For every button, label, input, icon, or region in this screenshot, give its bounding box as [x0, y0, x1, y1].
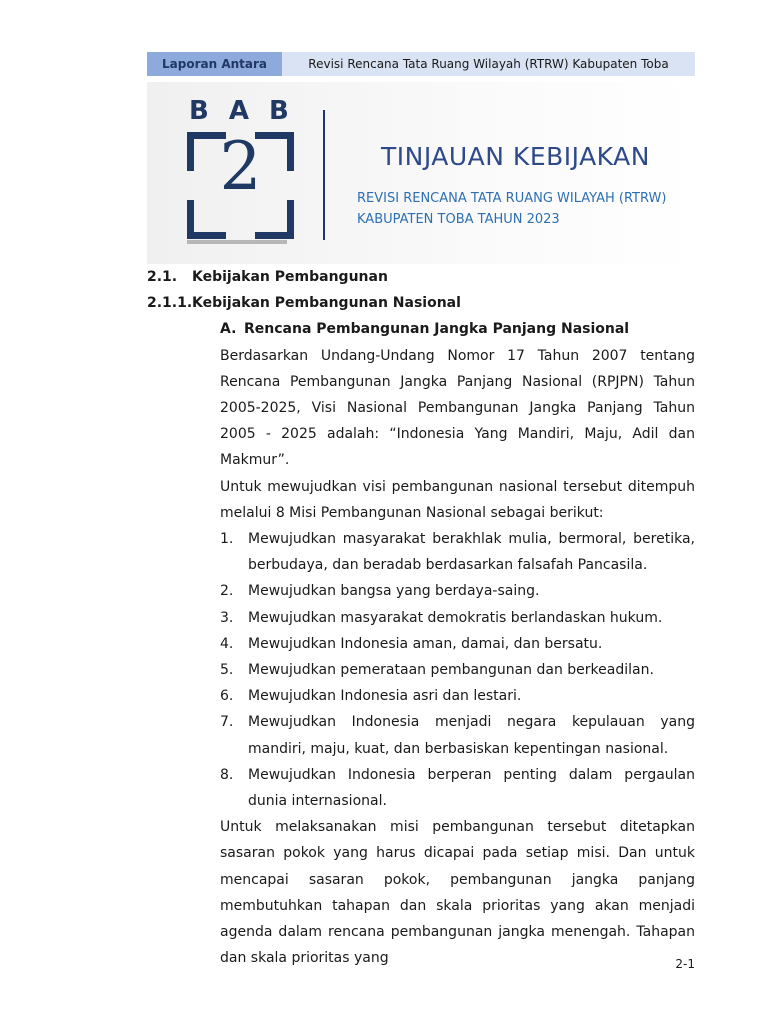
list-item: 5. Mewujudkan pemerataan pembangunan dan berkeadilan. — [220, 662, 654, 679]
subsection-heading-a — [147, 316, 695, 342]
paragraph-visi: Berdasarkan Undang-Undang Nomor 17 Tahun 2007 tentang Rencana Pembangunan Jangka Panjang Nasional (RPJPN) Tahun 2005-2025, Visi Nasional Pembangunan Jangka Panjang Tahun 2005 - 2025 adalah: “Indonesia Yang Mandiri, Maju, Adil dan Makmur”. — [220, 347, 695, 469]
paragraph-misi-intro: Untuk mewujudkan visi pembangunan nasional tersebut ditempuh melalui 8 Misi Pembangunan Nasional sebagai berikut: — [220, 478, 695, 521]
subsection-letter: A. — [220, 321, 237, 338]
subtitle-line-2: KABUPATEN TOBA TAHUN 2023 — [357, 212, 560, 227]
section-title: Kebijakan Pembangunan Nasional — [192, 295, 461, 312]
subsection-title: Rencana Pembangunan Jangka Panjang Nasional — [244, 321, 630, 338]
subtitle-line-1: REVISI RENCANA TATA RUANG WILAYAH (RTRW) — [357, 191, 667, 206]
list-item: 3. Mewujudkan masyarakat demokratis berlandaskan hukum. — [220, 609, 663, 626]
section-number: 2.1. — [147, 269, 178, 285]
list-item: 8. Mewujudkan Indonesia berperan penting dalam pergaulan dunia internasional. — [220, 766, 695, 810]
list-item: 6. Mewujudkan Indonesia asri dan lestari. — [220, 688, 522, 705]
section-title: Kebijakan Pembangunan — [192, 269, 388, 285]
chapter-label: BAB — [189, 96, 309, 126]
paragraph-sasaran: Untuk melaksanakan misi pembangunan tersebut ditetapkan sasaran pokok yang harus dicapai pada setiap misi. Dan untuk mencapai sasaran pokok, pembangunan jangka panjang membutuhkan tahapan dan skala prioritas yang akan menjadi agenda dalam rencana pembangunan jangka menengah. Tahapan dan skala prioritas yang — [220, 819, 695, 967]
banner-divider — [323, 110, 325, 240]
chapter-title: TINJAUAN KEBIJAKAN — [381, 142, 650, 171]
list-item: 1. Mewujudkan masyarakat berakhlak mulia, bermoral, beretika, berbudaya, dan beradab berdasarkan falsafah Pancasila. — [220, 531, 695, 574]
bracket-shadow — [187, 240, 287, 244]
page-number: 2-1 — [675, 957, 695, 971]
document-body — [147, 264, 695, 971]
chapter-subtitle — [357, 188, 666, 230]
chapter-banner — [147, 82, 695, 264]
section-heading-2-1 — [147, 264, 695, 290]
section-heading-2-1-1 — [147, 290, 695, 316]
section-number: 2.1.1. — [147, 295, 193, 312]
bracket-bottom-left-icon — [187, 200, 226, 239]
bracket-bottom-right-icon — [255, 200, 294, 239]
header-report-label: Laporan Antara — [147, 52, 282, 76]
header-document-title: Revisi Rencana Tata Ruang Wilayah (RTRW) Kabupaten Toba — [282, 52, 695, 76]
list-item: 4. Mewujudkan Indonesia aman, damai, dan bersatu. — [220, 635, 603, 652]
page-header — [147, 52, 695, 76]
list-item: 7. Mewujudkan Indonesia menjadi negara kepulauan yang mandiri, maju, kuat, dan berbasiskan kepentingan nasional. — [220, 714, 695, 757]
misi-list — [220, 526, 695, 814]
list-item: 2. Mewujudkan bangsa yang berdaya-saing. — [220, 583, 540, 600]
chapter-number: 2 — [219, 128, 262, 205]
